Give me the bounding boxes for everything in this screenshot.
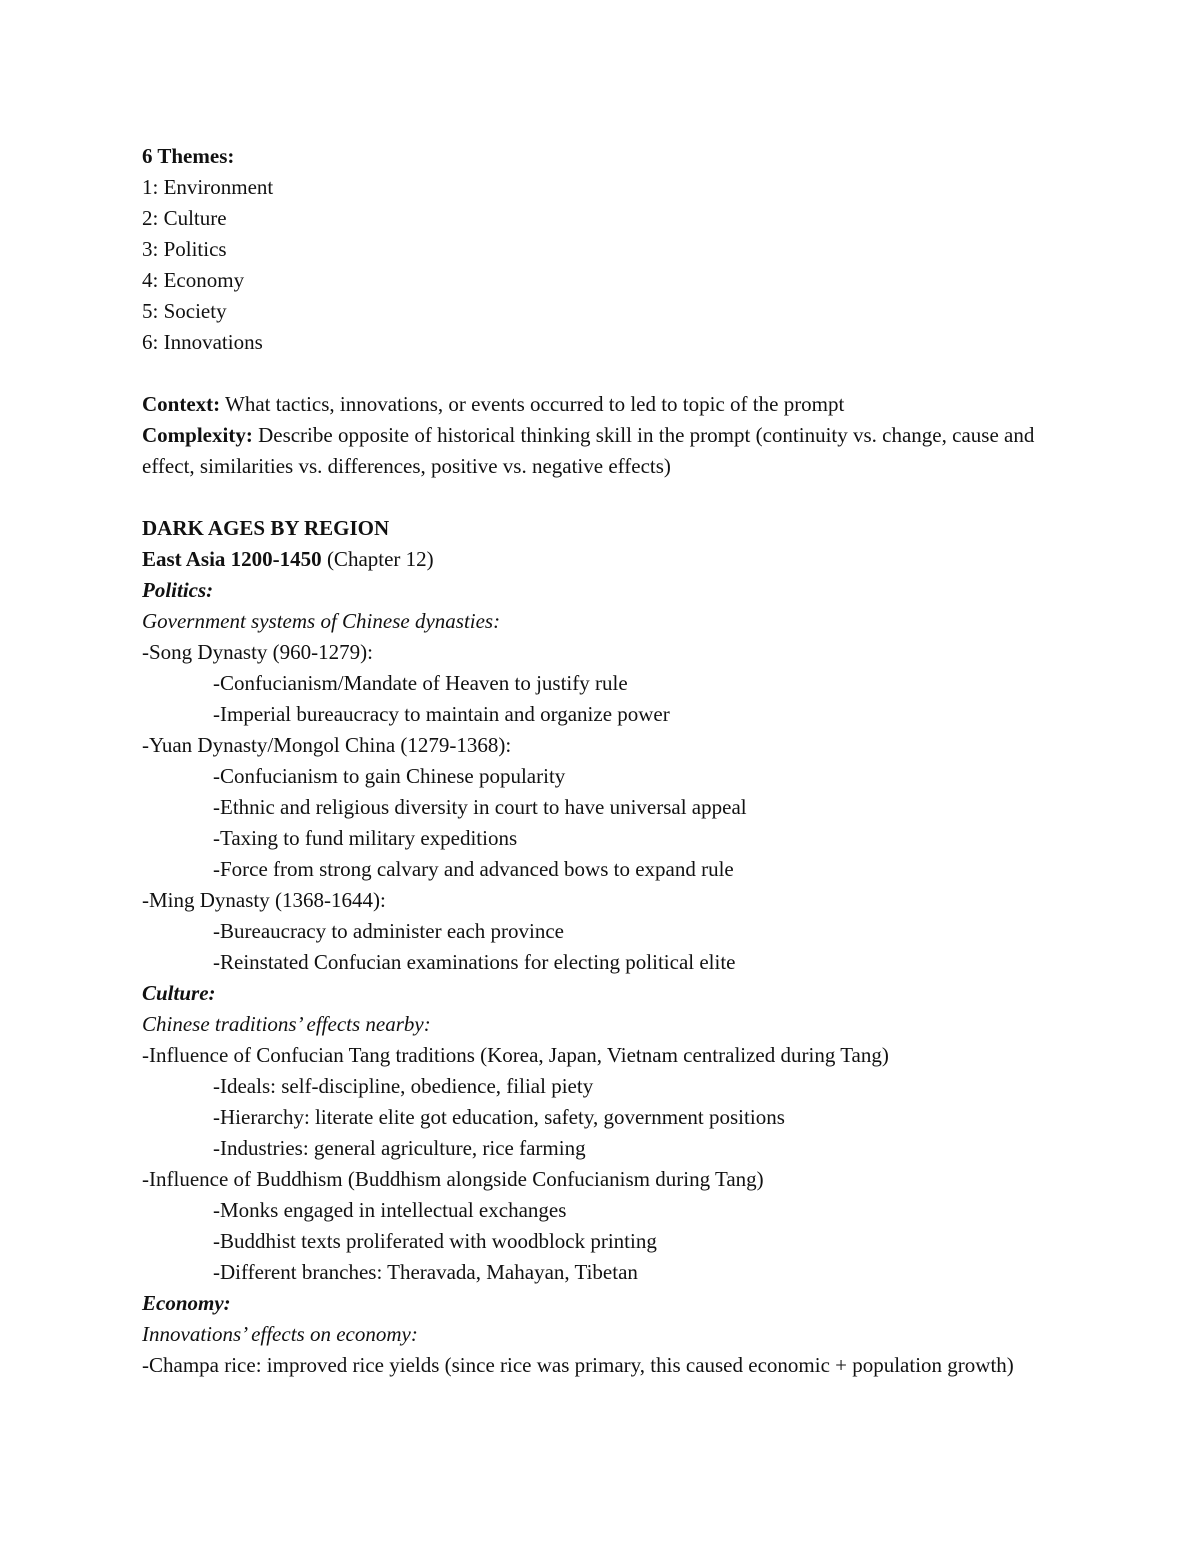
yuan-dynasty: -Yuan Dynasty/Mongol China (1279-1368):: [142, 733, 512, 757]
yuan-point: -Taxing to fund military expeditions: [213, 826, 518, 850]
complexity-label: Complexity:: [142, 423, 253, 447]
theme-item: 4: Economy: [142, 268, 245, 292]
yuan-point: -Force from strong calvary and advanced bows to expand rule: [213, 857, 734, 881]
politics-subheading: Government systems of Chinese dynasties:: [142, 609, 501, 633]
spacer: [142, 358, 1062, 389]
culture-subheading: Chinese traditions’ effects nearby:: [142, 1012, 431, 1036]
ming-point: -Reinstated Confucian examinations for electing political elite: [213, 950, 736, 974]
song-point: -Imperial bureaucracy to maintain and organize power: [213, 702, 670, 726]
context-label: Context:: [142, 392, 221, 416]
buddhism-influence: -Influence of Buddhism (Buddhism alongside Confucianism during Tang): [142, 1167, 764, 1191]
spacer: [142, 482, 1062, 513]
economy-subheading: Innovations’ effects on economy:: [142, 1322, 418, 1346]
themes-heading: 6 Themes:: [142, 144, 235, 168]
song-point: -Confucianism/Mandate of Heaven to justify rule: [213, 671, 628, 695]
theme-item: 3: Politics: [142, 237, 227, 261]
confucian-influence: -Influence of Confucian Tang traditions (Korea, Japan, Vietnam centralized during Tang): [142, 1043, 889, 1067]
buddhism-point: -Monks engaged in intellectual exchanges: [213, 1198, 567, 1222]
economy-heading: Economy:: [142, 1291, 231, 1315]
document-body: [142, 141, 1062, 1381]
yuan-point: -Confucianism to gain Chinese popularity: [213, 764, 566, 788]
yuan-point: -Ethnic and religious diversity in court to have universal appeal: [213, 795, 747, 819]
confucian-point: -Hierarchy: literate elite got education, safety, government positions: [213, 1105, 785, 1129]
region-heading: [142, 544, 1062, 575]
region-name: East Asia 1200-1450: [142, 547, 322, 571]
context-definition: [142, 389, 1062, 420]
politics-heading: Politics:: [142, 578, 214, 602]
culture-heading: Culture:: [142, 981, 216, 1005]
complexity-text: Describe opposite of historical thinking skill in the prompt (continuity vs. change, cause and effect, similarities vs. differences, positive vs. negative effects): [142, 423, 1035, 478]
confucian-point: -Industries: general agriculture, rice farming: [213, 1136, 586, 1160]
song-dynasty: -Song Dynasty (960-1279):: [142, 640, 373, 664]
buddhism-point: -Different branches: Theravada, Mahayan, Tibetan: [213, 1260, 638, 1284]
buddhism-point: -Buddhist texts proliferated with woodblock printing: [213, 1229, 657, 1253]
champa-rice: -Champa rice: improved rice yields (since rice was primary, this caused economic + population growth): [142, 1353, 1014, 1377]
context-text: What tactics, innovations, or events occurred to led to topic of the prompt: [220, 392, 845, 416]
theme-item: 2: Culture: [142, 206, 227, 230]
complexity-definition: [142, 420, 1062, 482]
theme-item: 1: Environment: [142, 175, 274, 199]
confucian-point: -Ideals: self-discipline, obedience, filial piety: [213, 1074, 594, 1098]
ming-dynasty: -Ming Dynasty (1368-1644):: [142, 888, 386, 912]
region-chapter: (Chapter 12): [321, 547, 434, 571]
theme-item: 6: Innovations: [142, 330, 263, 354]
ming-point: -Bureaucracy to administer each province: [213, 919, 565, 943]
section-title: DARK AGES BY REGION: [142, 516, 390, 540]
theme-item: 5: Society: [142, 299, 227, 323]
